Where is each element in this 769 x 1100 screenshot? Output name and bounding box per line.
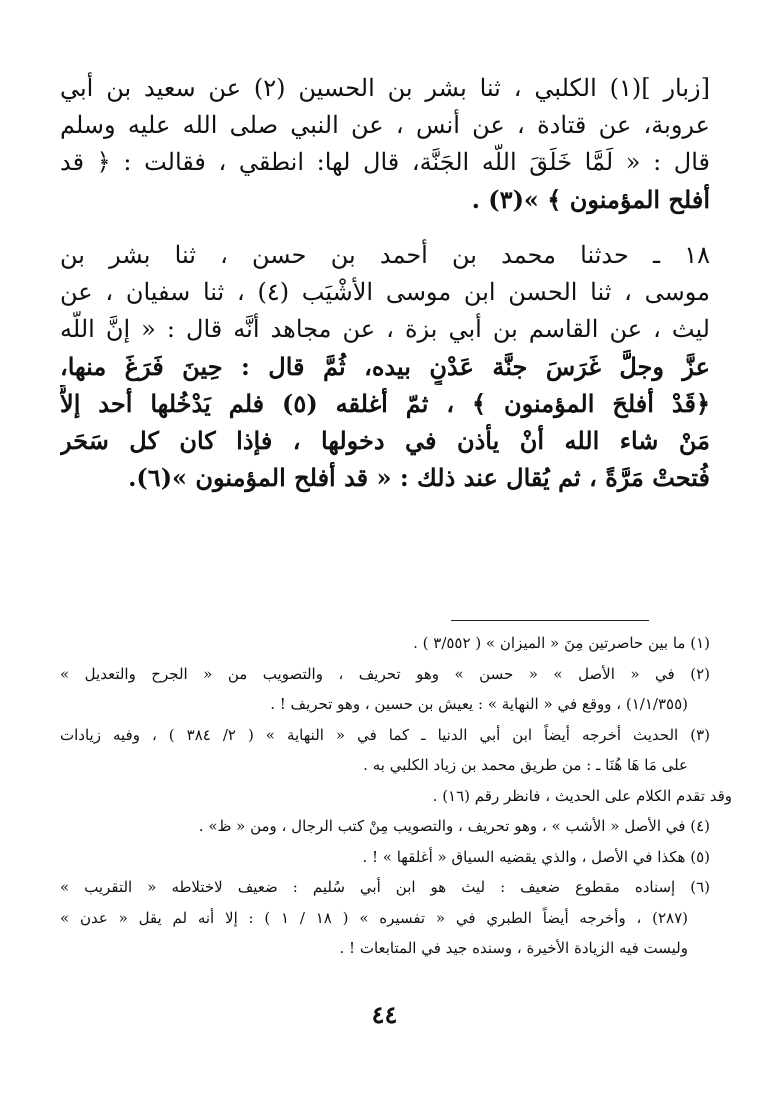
footnote-line: (٣) الحديث أخرجه أيضاً ابن أبي الدنيا ـ كما في « النهاية » ( ٢/ ٣٨٤ ) ، وفيه زيادات (60, 725, 710, 744)
text-line: فُتحتْ مَرَّةً ، ثم يُقال عند ذلك : « قد أفلح المؤمنون »(٦). (128, 463, 710, 492)
footnote-line: (٢) في « الأصل » « حسن » وهو تحريف ، والتصويب من « الجرح والتعديل » (60, 664, 710, 683)
footnote-line: (٥) هكذا في الأصل ، والذي يقضيه السياق « أغلقها » ! . (362, 847, 710, 866)
footnote-line: (٦) إسناده مقطوع ضعيف : ليث هو ابن أبي سُليم : ضعيف لاختلاطه « التقريب » (60, 878, 710, 896)
text-line: ١٨ ـ حدثنا محمد بن أحمد بن حسن ، ثنا بشر بن (60, 241, 710, 269)
text-line: قال : « لَمَّا خَلَقَ اللَّه الجَنَّة، قال لها: انطقي ، فقالت : ﴿ قد (60, 148, 710, 176)
text-line: ﴿قَدْ أفلحَ المؤمنون ﴾ ، ثمّ أغلقه (٥) فلم يَدْخُلها أحد إلاَّ (60, 389, 710, 418)
main-text-body (60, 70, 710, 496)
text-line: عروبة، عن قتادة ، عن أنس ، عن النبي صلى الله عليه وسلم (60, 111, 710, 139)
text-line: [زبار ](١) الكلبي ، ثنا بشر بن الحسين (٢) عن سعيد بن أبي (60, 74, 710, 102)
footnote-line: على مَا هَا هُنَا ـ : من طريق محمد بن زياد الكلبي به . (363, 756, 688, 774)
footnote-divider (451, 620, 649, 621)
text-line: موسى ، ثنا الحسن ابن موسى الأشْيَب (٤) ، ثنا سفيان ، عن (60, 278, 710, 306)
footnote-line: (٤) في الأصل « الأشب » ، وهو تحريف ، والتصويب مِنْ كتب الرجال ، ومن « ظ» . (198, 817, 710, 835)
paragraph-gap (60, 218, 710, 237)
text-line: ليث ، عن القاسم بن أبي بزة ، عن مجاهد أنَّه قال : « إنَّ اللَّه (60, 315, 710, 343)
text-line: عزَّ وجلَّ غَرَسَ جنَّة عَدْنٍ بيده، ثُمَّ قال : حِينَ فَرَغَ منها، (60, 352, 710, 381)
text-line: أفلح المؤمنون ﴾ »(٣) . (471, 185, 710, 214)
footnote-line: (١/١/٣٥٥) ، ووقع في « النهاية » : يعيش بن حسين ، وهو تحريف ! . (270, 695, 688, 713)
footnote-line: (٢٨٧) ، وأخرجه أيضاً الطبري في « تفسيره » ( ١٨ / ١ ) : إلا أنه لم يقل « عدن » (60, 908, 689, 927)
text-line: مَنْ شاء الله أنْ يأذن في دخولها ، فإذا كان كل سَحَر (60, 426, 710, 455)
page-number: ٤٤ (371, 1000, 398, 1029)
footnote-line: (١) ما بين حاصرتين مِنَ « الميزان » ( ٣/٥٥٢ ) . (413, 634, 710, 652)
footnote-line: وليست فيه الزيادة الأخيرة ، وسنده جيد في المتابعات ! . (339, 939, 688, 957)
footnote-line: وقد تقدم الكلام على الحديث ، فانظر رقم (١٦) . (432, 786, 732, 805)
footnotes (60, 628, 732, 964)
